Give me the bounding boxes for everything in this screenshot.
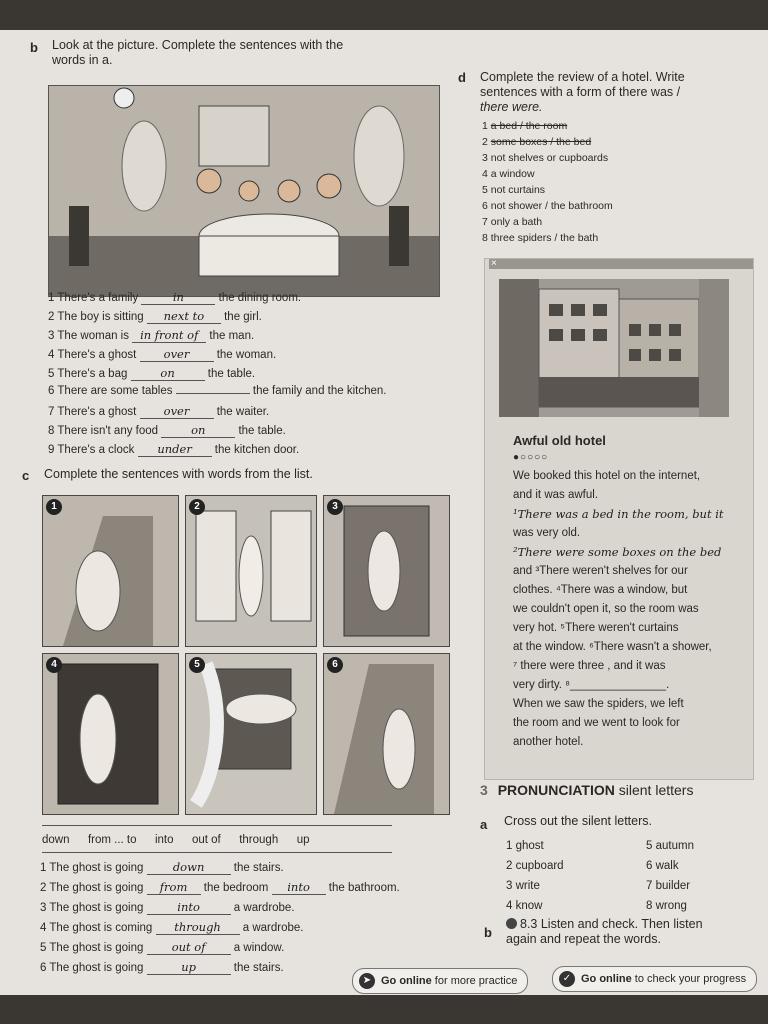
b-answer-8[interactable]: on [161,423,235,438]
close-icon[interactable]: × [491,258,497,269]
scene-4 [42,653,179,815]
word-list-item: through [239,834,279,846]
scene-number: 2 [189,499,205,515]
review-line: We booked this hotel on the internet, [513,470,701,482]
c-post: the stairs. [233,862,284,874]
word-list-item: up [296,834,310,846]
c-num: 6 [40,962,47,974]
review-rating: ●○○○○ [513,452,549,463]
practice-bold: Go online [381,975,432,987]
b-sentence-4 [48,347,458,366]
review-line: we couldn't open it, so the room was [513,603,699,615]
scene-2 [185,495,317,647]
prompt-6 [482,198,752,214]
word-list-item: into [154,834,174,846]
section-d-instruction-line3: there were. [480,100,543,114]
c-pre: The ghost is going [49,882,144,894]
pronunciation-title: PRONUNCIATION [497,782,615,798]
word-item [506,896,646,916]
word-text[interactable]: know [515,900,543,912]
b-num: 2 [48,311,55,323]
prompt-num: 7 [482,216,488,228]
b-answer-1[interactable]: in [141,290,215,305]
word-item [506,836,646,856]
review-line: very hot. ⁵There weren't curtains [513,622,679,634]
scene-3 [323,495,450,647]
c-sentence-5 [40,940,470,960]
practice-rest: for more practice [434,975,518,987]
review-line: another hotel. [513,736,584,748]
check-icon: ✓ [559,971,575,987]
b-post: the table. [238,425,286,437]
b-sentence-3 [48,328,458,347]
word-num: 3 [506,880,513,892]
c-answer-1[interactable]: down [147,860,231,875]
word-item [646,856,736,876]
prompt-7 [482,214,752,230]
c-sentence-4 [40,920,470,940]
prompt-num: 4 [482,168,488,180]
prompt-text: not shower / the bathroom [490,200,613,212]
c-answer-2a[interactable]: from [147,880,201,895]
go-online-practice-button[interactable] [352,968,528,994]
ghost-through-wardrobe-illustration [43,654,178,814]
prompt-4 [482,166,752,182]
section-b-instruction-line2: words in a. [52,53,113,67]
c-pre: The ghost is going [49,962,144,974]
review-body [513,467,743,752]
prompt-8 [482,230,752,246]
word-item [506,856,646,876]
b-answer-3[interactable]: in front of [132,328,206,343]
b-post: the kitchen door. [214,444,300,456]
c-post: a wardrobe. [242,922,304,934]
prompt-text: a bed / the room [490,120,568,132]
c-answer-4[interactable]: through [156,920,240,935]
b-pre: There are some tables [57,385,173,397]
scene-number: 1 [46,499,62,515]
c-num: 1 [40,862,47,874]
hotel-review-card [484,258,754,780]
ghost-stairs-down-illustration [43,496,178,646]
c-sentence-2 [40,880,470,900]
prompt-3 [482,150,752,166]
c-num: 5 [40,942,47,954]
word-num: 7 [646,880,653,892]
cursor-icon: ➤ [359,973,375,989]
b-sentence-1 [48,290,458,309]
hotel-prompts [482,118,752,246]
prompt-2 [482,134,752,150]
word-item [646,876,736,896]
c-sentence-1 [40,860,470,880]
section-c-letter: c [22,468,30,483]
b-num: 5 [48,368,55,380]
word-num: 4 [506,900,513,912]
word-item [506,876,646,896]
c-post: a wardrobe. [233,902,295,914]
scene-number: 5 [189,657,205,673]
word-text[interactable]: ghost [515,840,544,852]
b-post: the man. [209,330,255,342]
section-d-letter: d [458,70,466,85]
scene-1 [42,495,179,647]
b-sentence-7 [48,404,458,423]
c-answer-5[interactable]: out of [147,940,231,955]
hotel-building-image [499,279,729,417]
review-line: very dirty. ⁸_______________. [513,679,670,691]
c-pre: The ghost is going [49,902,144,914]
c-post: the bedroom [203,882,269,894]
section-d-instruction-line2: sentences with a form of there was / [480,85,681,99]
word-list-item: from ... to [87,834,137,846]
b-sentence-6 [48,385,458,404]
ghost-bedroom-bathroom-illustration [186,496,316,646]
word-num: 6 [646,860,653,872]
prompt-text: only a bath [490,216,543,228]
prompt-text: not shelves or cupboards [490,152,609,164]
section-b-letter: b [30,40,38,55]
b-answer-9[interactable]: under [138,442,212,457]
section-b-sentences [48,290,458,461]
hotel-photo [499,279,729,417]
review-line: and ³There weren't shelves for our [513,565,688,577]
pron-a-instruction: Cross out the silent letters. [504,814,652,828]
c-sentence-3 [40,900,470,920]
b-num: 3 [48,330,55,342]
b-sentence-9 [48,442,458,461]
b-post: the table. [207,368,256,380]
section-d-instruction-line1: Complete the review of a hotel. Write [480,70,685,84]
progress-bold: Go online [581,973,632,985]
scene-5 [185,653,317,815]
review-line: clothes. ⁴There was a window, but [513,584,688,596]
review-line: ²There were some boxes on the bed [513,545,722,559]
prompt-text: not curtains [490,184,546,196]
prompt-text: three spiders / the bath [490,232,599,244]
review-line: at the window. ⁶There wasn't a shower, [513,641,712,653]
word-num: 1 [506,840,513,852]
review-line: When we saw the spiders, we left [513,698,684,710]
prompt-num: 6 [482,200,488,212]
word-item [646,896,736,916]
pron-b-line2: again and repeat the words. [506,932,661,946]
b-num: 9 [48,444,55,456]
pron-a-letter: a [480,817,488,832]
b-answer-4[interactable]: over [140,347,214,362]
b-pre: There's a ghost [57,349,137,361]
silent-letter-words [506,836,736,916]
section-b-instruction-line1: Look at the picture. Complete the sentences with the [52,38,344,52]
review-line: ¹There was a bed in the room, but it [513,507,724,521]
scene-number: 4 [46,657,62,673]
b-sentence-8 [48,423,458,442]
prompt-num: 5 [482,184,488,196]
review-title: Awful old hotel [513,433,606,448]
b-num: 8 [48,425,55,437]
ghost-stairs-up-illustration [324,654,449,814]
review-line: the room and we went to look for [513,717,680,729]
section-c-instruction: Complete the sentences with words from the list. [44,467,313,481]
dining-room-illustration [49,86,439,296]
word-text[interactable]: builder [655,880,691,892]
go-online-progress-button[interactable] [552,966,757,992]
b-answer-5[interactable]: on [131,366,205,381]
c-pre: The ghost is coming [49,922,153,934]
pron-b-line1-text: 8.3 Listen and check. Then listen [520,917,703,931]
c-answer-3[interactable]: into [147,900,231,915]
section-d-instruction [480,70,750,115]
b-pre: There's a family [57,292,139,304]
prompt-num: 3 [482,152,488,164]
b-post: the dining room. [218,292,302,304]
review-line: ⁷ there were three , and it was [513,660,666,672]
c-num: 4 [40,922,47,934]
word-text[interactable]: autumn [655,840,694,852]
c-num: 2 [40,882,47,894]
b-num: 1 [48,292,55,304]
pron-b-line1 [506,917,756,932]
b-sentence-2 [48,309,458,328]
b-num: 6 [48,385,55,397]
section-number: 3 [480,782,488,798]
progress-rest: to check your progress [634,973,747,985]
c-pre: The ghost is going [49,862,144,874]
word-num: 2 [506,860,513,872]
c-answer-6[interactable]: up [147,960,231,975]
prompt-num: 2 [482,136,488,148]
c-post2: the bathroom. [328,882,400,894]
word-list-item: down [42,834,70,846]
word-text[interactable]: cupboard [515,860,564,872]
ghost-out-of-window-illustration [186,654,316,814]
review-line: and it was awful. [513,489,599,501]
pronunciation-heading [480,782,693,798]
prompt-text: some boxes / the bed [490,136,592,148]
card-header [489,259,753,269]
c-num: 3 [40,902,47,914]
b-pre: The boy is sitting [57,311,144,323]
word-list-item: out of [191,834,221,846]
scene-number: 3 [327,499,343,515]
b-pre: There's a ghost [57,406,137,418]
section-c-sentences [40,860,470,980]
pronunciation-subtitle: silent letters [618,782,694,798]
ghost-into-wardrobe-illustration [324,496,449,646]
b-pre: The woman is [57,330,129,342]
prompt-num: 8 [482,232,488,244]
b-post: the girl. [224,311,262,323]
c-post: the stairs. [233,962,284,974]
b-post: the family and the kitchen. [252,385,387,397]
prompt-1 [482,118,752,134]
b-answer-7[interactable]: over [140,404,214,419]
dining-room-picture [48,85,440,297]
word-item [646,836,736,856]
word-text[interactable]: wrong [655,900,687,912]
review-line: was very old. [513,527,581,539]
c-pre: The ghost is going [49,942,144,954]
pron-b-instruction [506,917,756,947]
word-list-box [42,825,392,853]
scene-6 [323,653,450,815]
b-post: the waiter. [216,406,270,418]
b-post: the woman. [216,349,277,361]
pron-b-letter: b [484,925,492,940]
b-pre: There's a bag [57,368,128,380]
c-answer-2b[interactable]: into [272,880,326,895]
prompt-text: a window [490,168,535,180]
b-num: 4 [48,349,55,361]
b-answer-6[interactable] [176,393,250,394]
section-b-instruction [52,38,442,68]
word-num: 8 [646,900,653,912]
b-pre: There's a clock [57,444,135,456]
prompt-num: 1 [482,120,488,132]
word-text[interactable]: walk [655,860,679,872]
audio-icon[interactable] [506,918,517,929]
b-num: 7 [48,406,55,418]
b-pre: There isn't any food [57,425,159,437]
scene-number: 6 [327,657,343,673]
c-post: a window. [233,942,285,954]
prompt-5 [482,182,752,198]
word-text[interactable]: write [515,880,540,892]
workbook-page [0,30,768,995]
word-num: 5 [646,840,653,852]
b-answer-2[interactable]: next to [147,309,221,324]
b-sentence-5 [48,366,458,385]
ghost-scenes-grid [42,495,452,820]
